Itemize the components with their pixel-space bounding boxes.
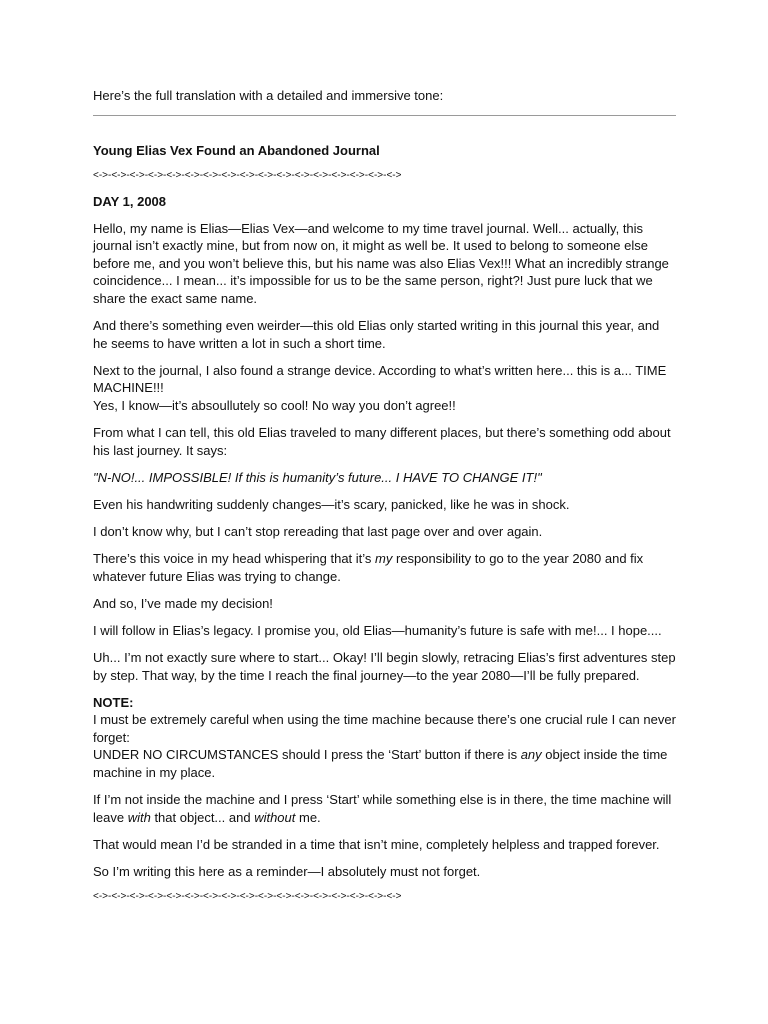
text-span: me. <box>295 809 321 825</box>
emphasis-text: without <box>254 809 296 825</box>
note-block <box>93 694 676 782</box>
paragraph-intro: Hello, my name is Elias—Elias Vex—and welcome to my time travel journal. Well... actually, this journal isn’t exactly mine, but from now on, it might as well be. It used to belong to someone else before me, and you won’t believe this, but his name was also Elias Vex!!! What an incredibly strange coincidence... I mean... it’s impossible for us to be the same person, right?! Just pure luck that we share the exact same name. <box>93 220 669 307</box>
paragraph-decision: And so, I’ve made my decision! <box>93 595 273 611</box>
note-line1: I must be extremely careful when using the time machine because there’s one crucial rule I can never forget: <box>93 712 676 745</box>
paragraph-last-journey: From what I can tell, this old Elias traveled to many different places, but there’s something odd about his last journey. It says: <box>93 425 671 458</box>
paragraph-stranded: That would mean I’d be stranded in a time that isn’t mine, completely helpless and trapped forever. <box>93 836 660 852</box>
text-span: responsibility to go to the year 2080 and fix whatever future Elias was trying to change. <box>93 551 644 584</box>
paragraph-time-machine <box>93 362 676 415</box>
emphasis-text: my <box>375 551 393 567</box>
paragraph-weirder: And there’s something even weirder—this old Elias only started writing in this journal this year, and he seems to have written a lot in such a short time. <box>93 318 660 351</box>
paragraph-time-machine-line2: Yes, I know—it’s absoullutely so cool! No way you don’t agree!! <box>93 398 456 414</box>
day-heading: DAY 1, 2008 <box>93 193 167 209</box>
divider-top: <->-<->-<->-<->-<->-<->-<->-<->-<->-<->-<->-<->-<->-<->-<->-<->-<-> <box>93 169 402 181</box>
document-page <box>93 87 676 904</box>
text-span: UNDER NO CIRCUMSTANCES should I press the ‘Start’ button if there is <box>93 747 521 763</box>
intro-line: Here’s the full translation with a detailed and immersive tone: <box>93 88 444 103</box>
text-span: If I’m not inside the machine and I press ‘Start’ while something else is in there, the time machine will leave <box>93 792 672 825</box>
emphasis-text: with <box>127 809 151 825</box>
paragraph-plan: Uh... I’m not exactly sure where to start... Okay! I’ll begin slowly, retracing Elias’s first adventures step by step. That way, by the time I reach the final journey—to the year 2080—I’ll be fully prepared. <box>93 649 676 683</box>
paragraph-rereading: I don’t know why, but I can’t stop rereading that last page over and over again. <box>93 524 543 539</box>
horizontal-rule <box>93 115 676 116</box>
emphasis-text: any <box>520 747 542 763</box>
paragraph-time-machine-line1: Next to the journal, I also found a strange device. According to what’s written here... this is a... TIME MACHINE!!! <box>93 362 667 396</box>
divider-bottom: <->-<->-<->-<->-<->-<->-<->-<->-<->-<->-<->-<->-<->-<->-<->-<->-<-> <box>93 890 402 902</box>
paragraph-responsibility <box>93 550 676 585</box>
paragraph-start-rule <box>93 791 676 826</box>
text-span: that object... and <box>150 809 255 825</box>
paragraph-legacy: I will follow in Elias’s legacy. I promise you, old Elias—humanity’s future is safe with me!... I hope.... <box>93 622 662 638</box>
paragraph-reminder: So I’m writing this here as a reminder—I absolutely must not forget. <box>93 863 481 879</box>
note-line2 <box>93 746 676 781</box>
text-span: There’s this voice in my head whispering that it’s <box>93 551 376 567</box>
paragraph-handwriting: Even his handwriting suddenly changes—it’s scary, panicked, like he was in shock. <box>93 496 570 512</box>
text-span: object inside the time machine in my place. <box>93 747 668 781</box>
journal-quote: "N-NO!... IMPOSSIBLE! If this is humanity’s future... I HAVE TO CHANGE IT!" <box>93 469 542 485</box>
note-label: NOTE: <box>93 694 134 710</box>
journal-title: Young Elias Vex Found an Abandoned Journal <box>93 143 380 158</box>
